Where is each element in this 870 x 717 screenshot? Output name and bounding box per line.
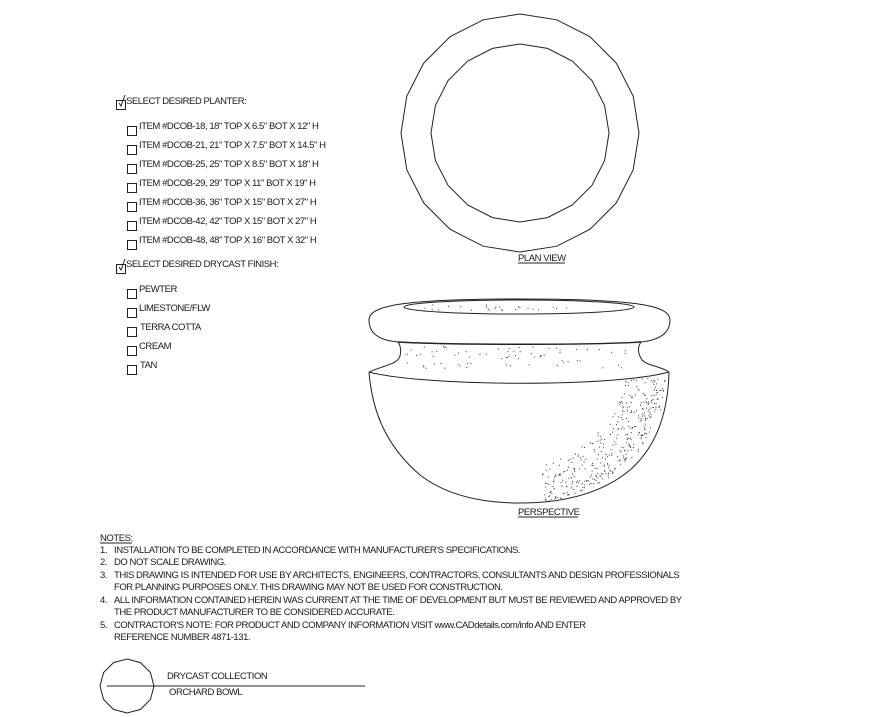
note-number: 4. — [100, 595, 108, 606]
planter-item-label: ITEM #DCOB-21, 21" TOP X 7.5" BOT X 14.5" H — [139, 140, 326, 151]
planter-item-label: ITEM #DCOB-36, 36" TOP X 15" BOT X 27" H — [139, 197, 317, 208]
perspective-drawing — [369, 299, 670, 503]
plan-view-label: PLAN VIEW — [518, 253, 566, 264]
finish-checkbox-terra-cotta[interactable] — [127, 327, 137, 337]
finish-checkbox-limestone[interactable] — [127, 308, 137, 318]
plan-inner-rim — [431, 44, 609, 222]
planter-item-label: ITEM #DCOB-48, 48" TOP X 16" BOT X 32" H — [139, 235, 317, 246]
checkmark-icon — [119, 95, 126, 107]
bowl-opening — [404, 300, 634, 314]
note-text: ALL INFORMATION CONTAINED HEREIN WAS CURRENT AT THE TIME OF DEVELOPMENT BUT MUST BE REVIEWED AND APPROVED BY — [114, 595, 682, 606]
finish-heading: SELECT DESIRED DRYCAST FINISH: — [126, 259, 279, 270]
finish-checkbox-pewter[interactable] — [127, 289, 137, 299]
planter-item-checkbox-dcob-29[interactable] — [127, 183, 137, 193]
bowl-stipple-shading — [407, 304, 666, 501]
product-name: ORCHARD BOWL — [169, 687, 243, 698]
note-number: 2. — [100, 557, 108, 568]
bowl-neck-left — [369, 342, 401, 372]
finish-item-label: TAN — [140, 360, 157, 371]
finish-item-label: PEWTER — [139, 284, 177, 295]
planter-item-checkbox-dcob-21[interactable] — [127, 145, 137, 155]
planter-item-checkbox-dcob-42[interactable] — [127, 221, 137, 231]
planter-item-label: ITEM #DCOB-25, 25" TOP X 8.5" BOT X 18" H — [139, 159, 319, 170]
planter-item-checkbox-dcob-25[interactable] — [127, 164, 137, 174]
notes-heading: NOTES: — [100, 533, 133, 544]
planter-item-checkbox-dcob-36[interactable] — [127, 202, 137, 212]
collection-name: DRYCAST COLLECTION — [167, 671, 268, 682]
planter-heading-checkbox[interactable] — [116, 100, 126, 110]
rim-underside — [398, 342, 641, 344]
note-number: 5. — [100, 620, 108, 631]
finish-item-label: LIMESTONE/FLW — [139, 303, 210, 314]
finish-checkbox-tan[interactable] — [127, 365, 137, 375]
note-text: DO NOT SCALE DRAWING. — [114, 557, 226, 568]
checkmark-icon — [119, 259, 126, 271]
note-number: 1. — [100, 545, 108, 556]
finish-checkbox-cream[interactable] — [127, 346, 137, 356]
note-text: INSTALLATION TO BE COMPLETED IN ACCORDANCE WITH MANUFACTURER'S SPECIFICATIONS. — [114, 545, 521, 556]
bowl-rim — [369, 299, 670, 342]
finish-item-label: TERRA COTTA — [140, 322, 201, 333]
note-number: 3. — [100, 570, 108, 581]
bowl-neck-right — [638, 342, 669, 372]
note-text: CONTRACTOR'S NOTE: FOR PRODUCT AND COMPANY INFORMATION VISIT www.CADdetails.com/info AND ENTER — [114, 620, 586, 631]
planter-item-label: ITEM #DCOB-18, 18" TOP X 6.5" BOT X 12" H — [139, 121, 319, 132]
planter-item-label: ITEM #DCOB-42, 42" TOP X 15" BOT X 27" H — [139, 216, 317, 227]
note-text: FOR PLANNING PURPOSES ONLY. THIS DRAWING MAY NOT BE USED FOR CONSTRUCTION. — [114, 582, 503, 593]
planter-item-checkbox-dcob-48[interactable] — [127, 240, 137, 250]
planter-item-checkbox-dcob-18[interactable] — [127, 126, 137, 136]
note-text: THE PRODUCT MANUFACTURER TO BE CONSIDERED ACCURATE. — [114, 607, 395, 618]
bowl-body — [369, 372, 669, 503]
title-block-graphics — [100, 659, 365, 713]
perspective-view-label: PERSPECTIVE — [518, 507, 580, 518]
plan-outer-rim — [401, 14, 639, 252]
finish-item-label: CREAM — [139, 341, 172, 352]
plan-view-drawing — [401, 14, 639, 252]
planter-heading: SELECT DESIRED PLANTER: — [126, 96, 247, 107]
finish-heading-checkbox[interactable] — [116, 264, 126, 274]
note-text: REFERENCE NUMBER 4871-131. — [114, 632, 251, 643]
planter-item-label: ITEM #DCOB-29, 29" TOP X 11" BOT X 19" H — [139, 178, 316, 189]
note-text: THIS DRAWING IS INTENDED FOR USE BY ARCHITECTS, ENGINEERS, CONTRACTORS, CONSULTANTS AND DESIGN PROFESSIONALS — [114, 570, 680, 581]
bowl-lip — [369, 372, 669, 383]
